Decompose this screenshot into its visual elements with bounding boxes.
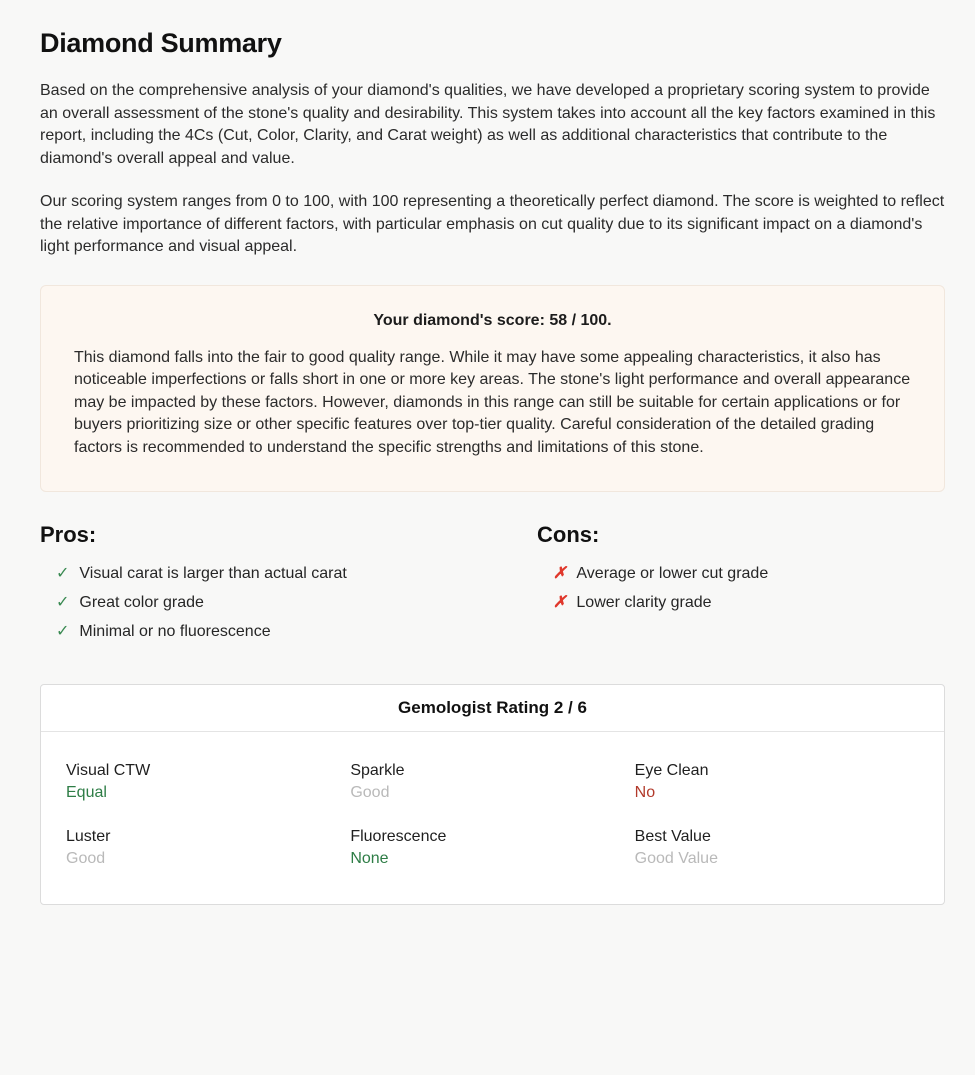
page-title: Diamond Summary bbox=[40, 28, 282, 58]
rating-cell-eye-clean bbox=[635, 762, 919, 802]
cons-list bbox=[537, 564, 945, 613]
intro-section bbox=[40, 80, 945, 259]
gemologist-rating-panel bbox=[40, 684, 945, 905]
gemologist-rating-grid bbox=[41, 732, 944, 904]
check-icon: ✓ bbox=[56, 594, 70, 611]
rating-cell-visual-ctw bbox=[66, 762, 350, 802]
rating-cell-label: Eye Clean bbox=[634, 762, 709, 779]
rating-cell-value: Good bbox=[66, 850, 106, 867]
rating-cell-label: Luster bbox=[66, 828, 111, 845]
rating-cell-label: Fluorescence bbox=[350, 828, 447, 845]
pros-heading: Pros: bbox=[40, 522, 97, 547]
pro-item-text: Minimal or no fluorescence bbox=[79, 623, 271, 640]
pro-item bbox=[56, 564, 537, 584]
rating-cell-label: Sparkle bbox=[350, 762, 405, 779]
rating-cell-luster bbox=[66, 828, 350, 868]
rating-cell-label: Best Value bbox=[634, 828, 711, 845]
rating-cell-value: No bbox=[634, 784, 656, 801]
cons-column bbox=[537, 522, 945, 651]
check-icon: ✓ bbox=[56, 565, 70, 582]
pros-cons-section bbox=[40, 522, 945, 651]
rating-cell-best-value bbox=[635, 828, 919, 868]
pro-item-text: Great color grade bbox=[79, 594, 204, 611]
score-box bbox=[40, 285, 945, 493]
rating-cell-value: Equal bbox=[66, 784, 107, 801]
rating-cell-value: Good bbox=[350, 784, 390, 801]
gemologist-rating-title: Gemologist Rating 2 / 6 bbox=[41, 685, 944, 732]
pro-item bbox=[56, 622, 537, 642]
score-title: Your diamond's score: 58 / 100. bbox=[373, 311, 612, 329]
rating-cell-fluorescence bbox=[350, 828, 634, 868]
con-item-text: Lower clarity grade bbox=[576, 594, 712, 611]
rating-cell-value: Good Value bbox=[634, 850, 718, 867]
x-icon: ✗ bbox=[553, 565, 567, 582]
pros-list bbox=[40, 564, 537, 642]
con-item bbox=[553, 564, 945, 584]
pro-item bbox=[56, 593, 537, 613]
con-item bbox=[553, 593, 945, 613]
intro-paragraph-2: Our scoring system ranges from 0 to 100, with 100 representing a theoretically perfect diamond. The score is weighted to reflect the relative importance of different factors, with particular emphasis on cut quality due to its significant impact on a diamond's light performance and visual appeal. bbox=[40, 193, 945, 255]
rating-cell-sparkle bbox=[350, 762, 634, 802]
cons-heading: Cons: bbox=[537, 522, 600, 547]
x-icon: ✗ bbox=[553, 594, 567, 611]
score-description: This diamond falls into the fair to good quality range. While it may have some appealing characteristics, it also has noticeable imperfections or falls short in one or more key areas. The stone's light performance and overall appearance may be impacted by these factors. However, diamonds in this range can still be suitable for certain applications or for buyers prioritizing size or other specific features over top-tier quality. Careful consideration of the detailed grading factors is recommended to understand the specific strengths and limitations of this stone. bbox=[74, 348, 911, 456]
pros-column bbox=[40, 522, 537, 651]
diamond-summary-page bbox=[40, 0, 945, 905]
check-icon: ✓ bbox=[56, 623, 70, 640]
rating-cell-label: Visual CTW bbox=[66, 762, 151, 779]
con-item-text: Average or lower cut grade bbox=[576, 565, 769, 582]
intro-paragraph-1: Based on the comprehensive analysis of your diamond's qualities, we have developed a proprietary scoring system to provide an overall assessment of the stone's quality and desirability. This system takes into account all the key factors examined in this report, including the 4Cs (Cut, Color, Clarity, and Carat weight) as well as additional characteristics that contribute to the diamond's overall appeal and value. bbox=[40, 82, 936, 167]
rating-cell-value: None bbox=[350, 850, 389, 867]
pro-item-text: Visual carat is larger than actual carat bbox=[79, 565, 347, 582]
